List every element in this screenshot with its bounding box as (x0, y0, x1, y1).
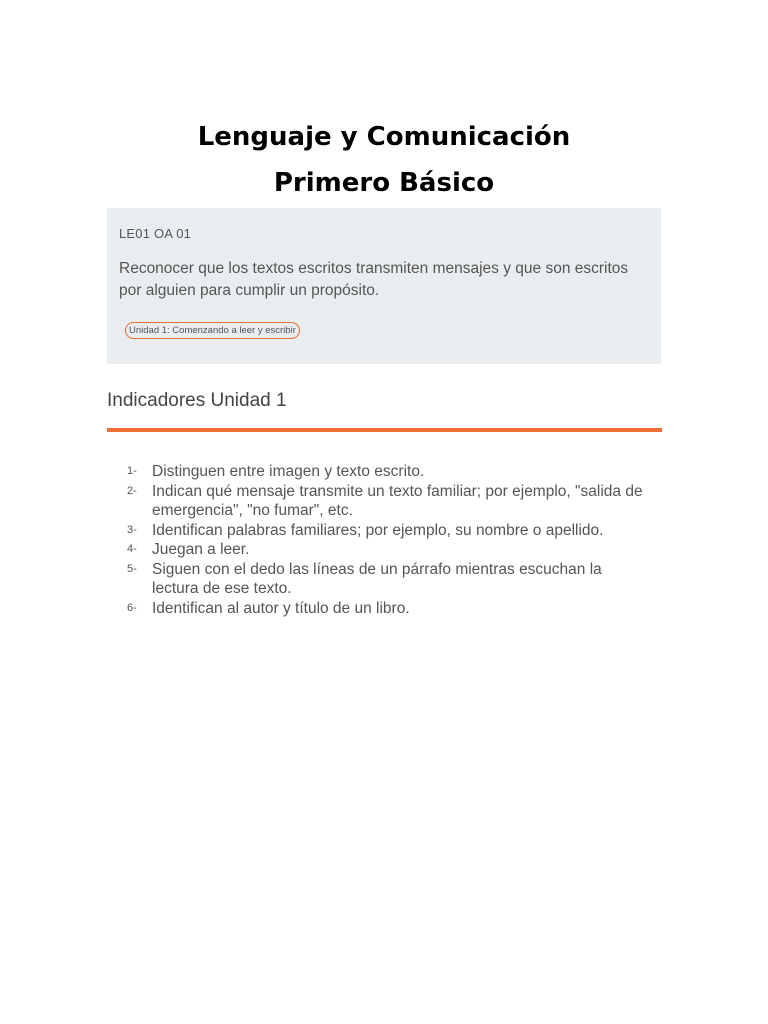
list-item (127, 599, 647, 619)
list-item-text: Indican qué mensaje transmite un texto familiar; por ejemplo, "salida de emergencia", "no fumar", etc. (152, 482, 643, 519)
section-divider (107, 428, 662, 432)
list-item-text: Identifican palabras familiares; por ejemplo, su nombre o apellido. (152, 521, 604, 539)
page-title (0, 114, 768, 206)
list-item (127, 540, 647, 560)
list-item (127, 521, 647, 541)
list-item (127, 482, 647, 521)
title-grade: Primero Básico (273, 168, 495, 198)
list-item-number: 3- (127, 523, 137, 536)
title-subject: Lenguaje y Comunicación (197, 122, 571, 152)
indicator-list (127, 462, 647, 618)
list-item-text: Juegan a leer. (152, 541, 250, 558)
list-item-number: 5- (127, 562, 137, 575)
list-item-number: 2- (127, 484, 137, 497)
learning-objective-card (107, 208, 661, 364)
list-item-text: Siguen con el dedo las líneas de un párrafo mientras escuchan la lectura de ese texto. (152, 560, 602, 597)
list-item-text: Identifican al autor y título de un libro. (152, 599, 410, 617)
list-item-number: 1- (127, 465, 137, 477)
unit-badge[interactable]: Unidad 1: Comenzando a leer y escribir (125, 322, 300, 339)
objective-code: LE01 OA 01 (119, 226, 192, 241)
indicators-heading: Indicadores Unidad 1 (107, 390, 287, 411)
list-item (127, 560, 647, 599)
list-item (127, 462, 647, 482)
objective-text: Reconocer que los textos escritos transmiten mensajes y que son escritos por alguien para cumplir un propósito. (119, 260, 629, 299)
list-item-text: Distinguen entre imagen y texto escrito. (152, 463, 425, 480)
list-item-number: 6- (127, 601, 137, 614)
list-item-number: 4- (127, 543, 137, 555)
